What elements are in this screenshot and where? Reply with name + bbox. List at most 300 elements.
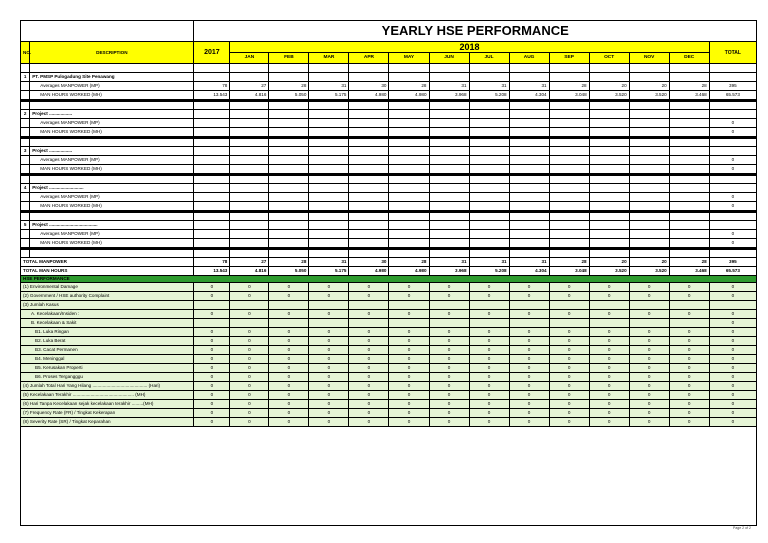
blank-cell [230,64,269,73]
value-month [669,230,709,239]
blank-cell [429,249,469,258]
total-2017: 78 [194,258,230,267]
blank-cell [21,101,30,110]
hse-month: 0 [589,346,629,355]
blank-cell [589,175,629,184]
hse-month: 0 [269,346,309,355]
value-month: 27 [230,82,269,91]
hse-month [669,319,709,328]
blank-cell [549,175,589,184]
hse-month: 0 [429,364,469,373]
blank-cell [194,184,230,193]
hse-month [469,319,509,328]
value-month [469,119,509,128]
hse-row [21,292,757,301]
hse-label: B1. Luka Ringan [21,328,194,337]
hse-month: 0 [589,292,629,301]
hse-month: 0 [230,328,269,337]
hse-month: 0 [269,283,309,292]
value-month [269,156,309,165]
blank-cell [709,64,756,73]
row-label: Averages MANPOWER (MP) [30,119,194,128]
value-month [269,128,309,138]
value-month [309,165,349,175]
value-month [389,230,429,239]
hse-month: 0 [309,409,349,418]
hse-month: 0 [509,391,549,400]
hse-month: 0 [549,391,589,400]
hse-month: 0 [309,283,349,292]
blank-cell [194,138,230,147]
project-row [21,221,757,230]
value-month [589,128,629,138]
hse-performance-table [20,20,757,427]
total-month: 20 [589,258,629,267]
hse-month: 0 [669,337,709,346]
hse-2017: 0 [194,373,230,382]
blank-cell [429,212,469,221]
hse-month: 0 [349,337,389,346]
value-month [230,193,269,202]
blank-cell [629,175,669,184]
blank-cell [549,138,589,147]
hse-month: 0 [349,328,389,337]
value-month [669,128,709,138]
hse-month: 0 [269,328,309,337]
value-month: 4.816 [230,91,269,101]
row-label: Averages MANPOWER (MP) [30,230,194,239]
blank-cell [269,64,309,73]
blank-cell [269,221,309,230]
hse-month: 0 [469,418,509,427]
hse-month: 0 [429,382,469,391]
hse-month: 0 [230,292,269,301]
value-month [509,193,549,202]
blank-cell [509,64,549,73]
total-month: 4.304 [509,267,549,276]
blank-cell [194,212,230,221]
hse-month: 0 [669,346,709,355]
hse-month [589,301,629,310]
value-month [509,165,549,175]
value-month: 28 [269,82,309,91]
blank-cell [509,221,549,230]
blank-cell [309,175,349,184]
hse-month: 0 [309,337,349,346]
hse-month: 0 [309,418,349,427]
value-month [669,202,709,212]
hse-month: 0 [429,355,469,364]
blank-cell [389,184,429,193]
hse-label: (1) Environmental Damage [21,283,194,292]
hse-month: 0 [309,292,349,301]
spacer-row [21,138,757,147]
total-sum: 395 [709,258,756,267]
header-month-nov: NOV [629,53,669,64]
value-month: 20 [629,82,669,91]
value-total: 395 [709,82,756,91]
hse-month [230,319,269,328]
value-month [389,202,429,212]
hse-month [349,319,389,328]
hse-2017: 0 [194,391,230,400]
value-month [549,156,589,165]
project-name: Project .................. [30,147,194,156]
header-year-2017: 2017 [194,42,230,64]
hse-month: 0 [429,310,469,319]
value-month: 31 [469,82,509,91]
value-month: 4.980 [389,91,429,101]
blank-cell [509,184,549,193]
hse-month: 0 [549,283,589,292]
value-2017 [194,230,230,239]
hse-2017: 0 [194,409,230,418]
value-month [629,202,669,212]
hse-label: A. Kecelakaan/Insiden : [21,310,194,319]
hse-month: 0 [469,328,509,337]
value-month [389,193,429,202]
hse-month [349,301,389,310]
value-month [629,119,669,128]
hse-month: 0 [230,400,269,409]
hse-month: 0 [549,418,589,427]
blank-cell [629,221,669,230]
blank-cell [429,184,469,193]
value-2017 [194,202,230,212]
value-month [549,202,589,212]
blank-cell [669,175,709,184]
hse-month: 0 [309,364,349,373]
hse-month: 0 [349,373,389,382]
blank-cell [429,221,469,230]
hse-month: 0 [389,292,429,301]
hse-month: 0 [389,310,429,319]
table-row [21,82,757,91]
total-month: 28 [549,258,589,267]
total-month: 5.050 [269,267,309,276]
project-row [21,184,757,193]
total-month: 4.816 [230,267,269,276]
hse-month: 0 [389,391,429,400]
hse-month: 0 [230,283,269,292]
blank-cell [230,138,269,147]
hse-month: 0 [389,364,429,373]
total-label: TOTAL MANPOWER [21,258,194,267]
value-month [230,202,269,212]
value-2017 [194,165,230,175]
table-row [21,128,757,138]
hse-month [549,301,589,310]
project-no: 3 [21,147,30,156]
blank-cell [389,64,429,73]
blank-cell [469,184,509,193]
blank-cell [389,73,429,82]
total-row [21,258,757,267]
row-label: Averages MANPOWER (MP) [30,82,194,91]
header-month-aug: AUG [509,53,549,64]
value-total: 0 [709,193,756,202]
blank-cell [629,184,669,193]
hse-month: 0 [589,328,629,337]
hse-month: 0 [549,409,589,418]
blank-cell [429,138,469,147]
value-month [230,119,269,128]
value-month [269,165,309,175]
table-row [21,165,757,175]
blank-cell [469,221,509,230]
blank-cell [629,101,669,110]
hse-month: 0 [389,355,429,364]
hse-month: 0 [549,346,589,355]
hse-month: 0 [429,373,469,382]
project-name: PT. PMSP Pulogadung Site Penawang [30,73,194,82]
blank-cell [589,221,629,230]
hse-month: 0 [309,310,349,319]
hse-label: B3. Cacat Permanen [21,346,194,355]
blank-cell [469,64,509,73]
project-row [21,147,757,156]
header-total: TOTAL [709,42,756,64]
hse-month: 0 [509,409,549,418]
total-month: 31 [469,258,509,267]
hse-month: 0 [549,355,589,364]
hse-total: 0 [709,364,756,373]
blank-cell [629,249,669,258]
blank-cell [30,249,194,258]
blank-cell [589,212,629,221]
total-month: 27 [230,258,269,267]
hse-month: 0 [509,328,549,337]
blank-cell [21,212,30,221]
table-row [21,239,757,249]
hse-row [21,310,757,319]
value-month [230,156,269,165]
blank-cell [194,175,230,184]
blank-cell [589,147,629,156]
hse-month [629,319,669,328]
hse-month: 0 [629,373,669,382]
hse-month: 0 [230,409,269,418]
blank-cell [589,73,629,82]
value-month [549,165,589,175]
hse-month: 0 [589,382,629,391]
hse-month: 0 [549,337,589,346]
row-label: Averages MANPOWER (MP) [30,156,194,165]
value-month: 5.175 [309,91,349,101]
value-month: 5.208 [469,91,509,101]
hse-month [469,301,509,310]
blank-cell [549,212,589,221]
hse-month [269,301,309,310]
spacer-row [21,249,757,258]
project-name: Project ........................... [30,184,194,193]
hse-month: 0 [309,346,349,355]
hse-month: 0 [429,346,469,355]
hse-label: B4. Meninggal [21,355,194,364]
blank-cell [669,138,709,147]
hse-total: 0 [709,328,756,337]
blank-cell [709,147,756,156]
blank-cell [349,175,389,184]
hse-month: 0 [669,418,709,427]
hse-month: 0 [669,400,709,409]
hse-month: 0 [629,337,669,346]
value-month [629,128,669,138]
total-month: 31 [509,258,549,267]
blank-cell [349,73,389,82]
hse-month: 0 [629,283,669,292]
hse-total [709,301,756,310]
blank-cell [469,110,509,119]
value-2017: 13.543 [194,91,230,101]
value-month [349,156,389,165]
value-month [509,156,549,165]
hse-month: 0 [469,382,509,391]
hse-month: 0 [349,409,389,418]
title-blank [21,21,194,42]
row-no [21,91,30,101]
hse-total: 0 [709,409,756,418]
hse-month: 0 [429,418,469,427]
blank-cell [549,101,589,110]
value-month [349,165,389,175]
hse-month: 0 [349,346,389,355]
blank-cell [389,110,429,119]
hse-month: 0 [549,292,589,301]
header-month-apr: APR [349,53,389,64]
table-row [21,193,757,202]
value-month: 31 [509,82,549,91]
blank-cell [349,64,389,73]
hse-month: 0 [349,355,389,364]
blank-cell [21,249,30,258]
hse-total: 0 [709,283,756,292]
blank-cell [230,147,269,156]
hse-month: 0 [389,337,429,346]
hse-month: 0 [309,400,349,409]
hse-month: 0 [269,292,309,301]
value-month [269,193,309,202]
value-month [549,128,589,138]
value-month [629,165,669,175]
hse-row [21,418,757,427]
value-month [429,193,469,202]
blank-cell [309,221,349,230]
blank-cell [629,73,669,82]
value-month [349,128,389,138]
hse-month: 0 [389,400,429,409]
value-2017 [194,193,230,202]
blank-cell [269,175,309,184]
total-month: 5.175 [309,267,349,276]
blank-cell [309,138,349,147]
hse-month: 0 [269,310,309,319]
blank-cell [669,73,709,82]
hse-month: 0 [549,310,589,319]
hse-month: 0 [429,400,469,409]
value-month [669,193,709,202]
total-month: 3.520 [629,267,669,276]
row-no [21,202,30,212]
value-month: 28 [549,82,589,91]
value-month [269,239,309,249]
project-no: 5 [21,221,30,230]
blank-cell [269,184,309,193]
hse-month: 0 [309,328,349,337]
value-month [509,119,549,128]
blank-cell [629,147,669,156]
spacer-row [21,212,757,221]
hse-month: 0 [349,400,389,409]
blank-cell [549,221,589,230]
value-total: 0 [709,202,756,212]
blank-cell [349,138,389,147]
blank-cell [709,175,756,184]
blank-cell [669,64,709,73]
value-month [469,202,509,212]
table-row [21,230,757,239]
hse-total: 0 [709,310,756,319]
blank-cell [429,73,469,82]
blank-cell [194,64,230,73]
hse-month: 0 [309,391,349,400]
value-2017 [194,156,230,165]
value-month: 28 [389,82,429,91]
hse-month: 0 [629,310,669,319]
value-month: 31 [429,82,469,91]
hse-label: B5. Kerusakan Properti [21,364,194,373]
hse-label: (3) Jumlah Kasus [21,301,194,310]
header-no: NO. [21,42,30,64]
hse-total: 0 [709,292,756,301]
total-month: 4.980 [389,267,429,276]
hse-month: 0 [629,400,669,409]
total-2017: 13.543 [194,267,230,276]
hse-month: 0 [669,373,709,382]
hse-month: 0 [269,373,309,382]
hse-2017: 0 [194,328,230,337]
blank-cell [349,110,389,119]
hse-2017: 0 [194,346,230,355]
hse-total: 0 [709,391,756,400]
hse-month: 0 [309,373,349,382]
value-total: 0 [709,239,756,249]
value-month [469,193,509,202]
value-month [669,156,709,165]
value-total: 0 [709,119,756,128]
hse-label: B. Kecelakaan & Sakit [21,319,194,328]
project-row [21,110,757,119]
hse-month: 0 [589,355,629,364]
value-month [349,193,389,202]
row-label: MAN HOURS WORKED (MH) [30,239,194,249]
hse-month: 0 [429,283,469,292]
blank-cell [429,110,469,119]
total-month: 4.980 [349,267,389,276]
value-month [349,230,389,239]
value-month [669,165,709,175]
value-month [309,128,349,138]
hse-month: 0 [629,328,669,337]
value-month [469,165,509,175]
row-label: MAN HOURS WORKED (MH) [30,128,194,138]
hse-total: 0 [709,373,756,382]
hse-label: (5) Kecelakaan Terakhir ................................................ (MH) [21,391,194,400]
hse-row [21,328,757,337]
hse-month: 0 [549,328,589,337]
blank-cell [589,64,629,73]
blank-cell [389,138,429,147]
